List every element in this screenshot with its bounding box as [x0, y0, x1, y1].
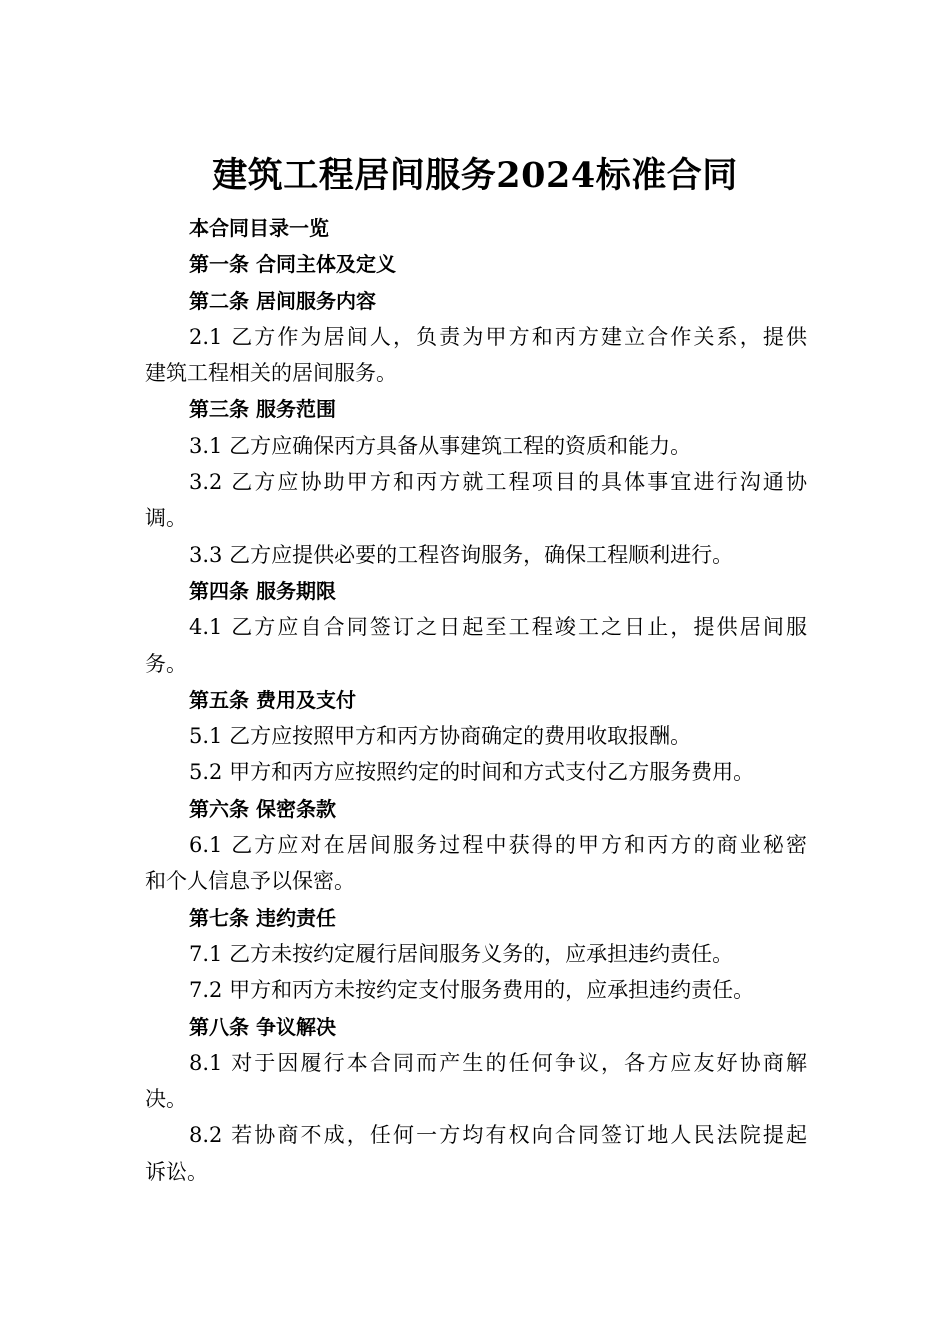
section-heading: 第八条 争议解决 — [189, 1014, 336, 1039]
clause-text-continued: 建筑工程相关的居间服务。 — [145, 361, 397, 386]
clause-text: 5.1 乙方应按照甲方和丙方协商确定的费用收取报酬。 — [189, 724, 692, 749]
clause-text: 3.3 乙方应提供必要的工程咨询服务，确保工程顺利进行。 — [189, 542, 734, 567]
clause-text: 5.2 甲方和丙方应按照约定的时间和方式支付乙方服务费用。 — [189, 760, 755, 785]
clause-text-continued: 务。 — [145, 651, 187, 676]
section-heading: 第二条 居间服务内容 — [189, 288, 376, 313]
clause-text: 2.1 乙方作为居间人，负责为甲方和丙方建立合作关系，提供 — [189, 324, 807, 349]
clause-text: 3.1 乙方应确保丙方具备从事建筑工程的资质和能力。 — [189, 433, 692, 458]
section-heading: 第七条 违约责任 — [189, 905, 336, 930]
clause-text: 4.1 乙方应自合同签订之日起至工程竣工之日止，提供居间服 — [189, 615, 807, 640]
toc-heading: 本合同目录一览 — [189, 216, 329, 240]
clause-text-continued: 和个人信息予以保密。 — [145, 869, 355, 894]
document-body — [145, 210, 807, 1190]
section-heading: 第四条 服务期限 — [189, 578, 336, 603]
section-heading: 第三条 服务范围 — [189, 397, 336, 422]
clause-text: 7.1 乙方未按约定履行居间服务义务的，应承担违约责任。 — [189, 941, 734, 966]
clause-text: 8.2 若协商不成，任何一方均有权向合同签订地人民法院提起 — [189, 1123, 807, 1148]
clause-text: 6.1 乙方应对在居间服务过程中获得的甲方和丙方的商业秘密 — [189, 833, 807, 858]
section-heading: 第五条 费用及支付 — [189, 687, 356, 712]
clause-text-continued: 决。 — [145, 1087, 187, 1112]
clause-text: 8.1 对于因履行本合同而产生的任何争议，各方应友好协商解 — [189, 1050, 807, 1075]
clause-text: 7.2 甲方和丙方未按约定支付服务费用的，应承担违约责任。 — [189, 978, 755, 1003]
document-title: 建筑工程居间服务2024标准合同 — [212, 155, 738, 196]
clause-text: 3.2 乙方应协助甲方和丙方就工程项目的具体事宜进行沟通协 — [189, 470, 807, 495]
clause-text-continued: 诉讼。 — [145, 1159, 208, 1184]
section-heading: 第一条 合同主体及定义 — [189, 252, 396, 277]
clause-text-continued: 调。 — [145, 506, 187, 531]
section-heading: 第六条 保密条款 — [189, 796, 336, 821]
